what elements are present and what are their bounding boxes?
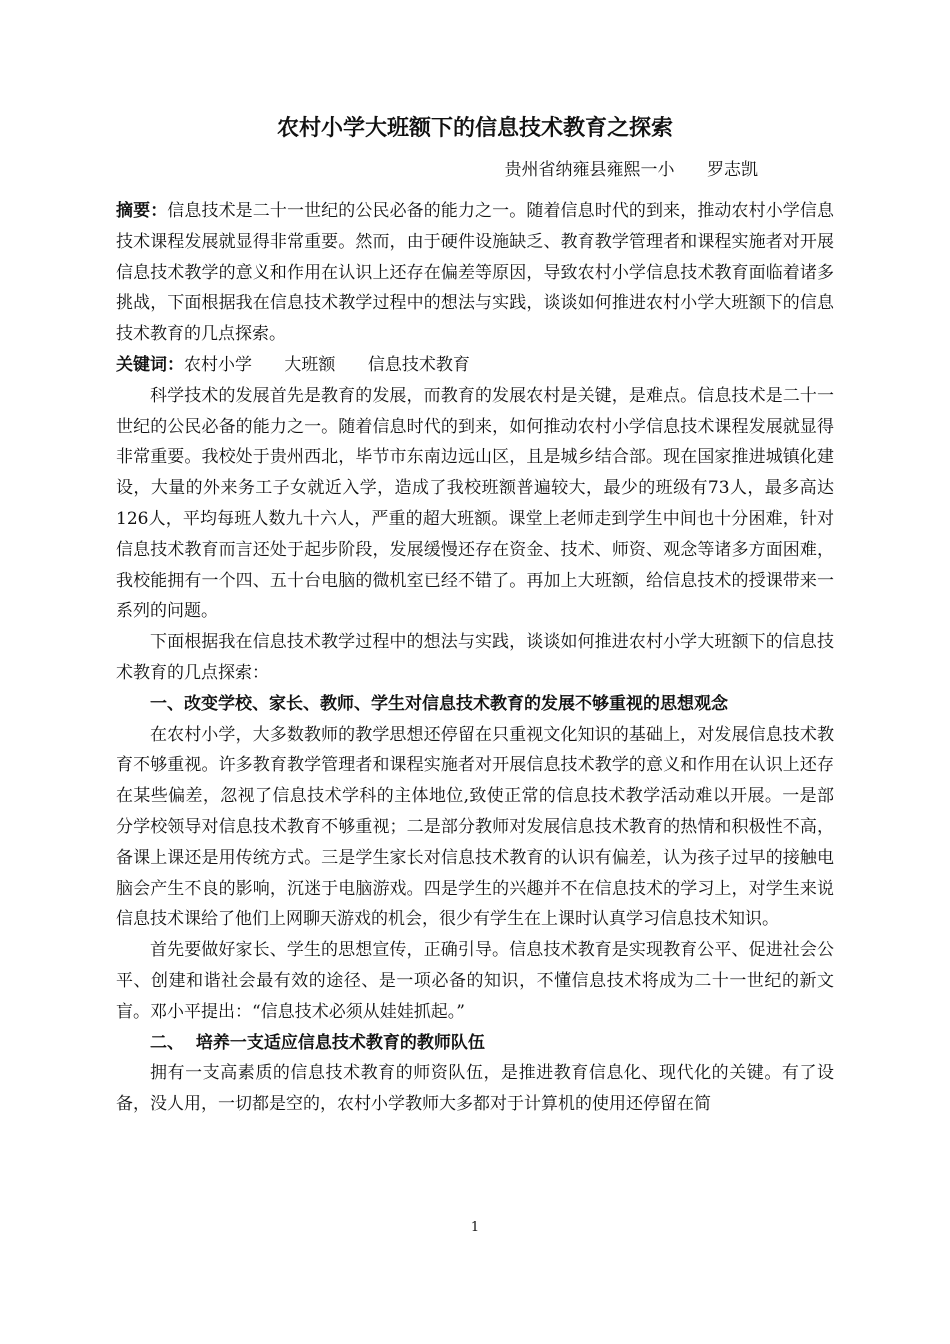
page-number: 1 — [470, 1220, 480, 1235]
body-paragraph-5: 拥有一支高素质的信息技术教育的师资队伍，是推进教育信息化、现代化的关键。有了设备，没人用，一切都是空的，农村小学教师大多都对于计算机的使用还停留在简 — [116, 1063, 834, 1115]
body-paragraph-1: 科学技术的发展首先是教育的发展，而教育的发展农村是关键，是难点。信息技术是二十一世纪的公民必备的能力之一。随着信息时代的到来，如何推动农村小学信息技术课程发展就显得非常重要。我校处于贵州西北，毕节市东南边远山区，且是城乡结合部。现在国家推进城镇化建设，大量的外来务工子女就近入学，造成了我校班额普遍较大，最少的班级有73人，最多高达126人，平均每班人数九十六人，严重的超大班额。课堂上老师走到学生中间也十分困难，针对信息技术教育而言还处于起步阶段，发展缓慢还存在资金、技术、师资、观念等诸多方面困难，我校能拥有一个四、五十台电脑的微机室已经不错了。再加上大班额，给信息技术的授课带来一系列的问题。 — [116, 385, 834, 622]
body-paragraph-4: 首先要做好家长、学生的思想宣传，正确引导。信息技术教育是实现教育公平、促进社会公平、创建和谐社会最有效的途径、是一项必备的知识，不懂信息技术将成为二十一世纪的新文盲。邓小平提出：“信息技术必须从娃娃抓起。” — [116, 940, 834, 1022]
keywords-line — [116, 350, 834, 381]
body-paragraph-3: 在农村小学，大多数教师的教学思想还停留在只重视文化知识的基础上，对发展信息技术教育不够重视。许多教育教学管理者和课程实施者对开展信息技术教学的意义和作用在认识上还存在某些偏差，忽视了信息技术学科的主体地位,致使正常的信息技术教学活动难以开展。一是部分学校领导对信息技术教育不够重视；二是部分教师对发展信息技术教育的热情和积极性不高，备课上课还是用传统方式。三是学生家长对信息技术教育的认识有偏差，认为孩子过早的接触电脑会产生不良的影响，沉迷于电脑游戏。四是学生的兴趣并不在信息技术的学习上，对学生来说信息技术课给了他们上网聊天游戏的机会，很少有学生在上课时认真学习信息技术知识。 — [116, 724, 834, 930]
keywords-text: 农村小学 大班额 信息技术教育 — [184, 354, 470, 375]
abstract-paragraph — [116, 196, 834, 350]
section-heading-2: 二、 培养一支适应信息技术教育的教师队伍 — [150, 1032, 485, 1053]
abstract-label: 摘要： — [116, 201, 168, 221]
section-heading-1: 一、改变学校、家长、教师、学生对信息技术教育的发展不够重视的思想观念 — [150, 693, 728, 714]
document-title: 农村小学大班额下的信息技术教育之探索 — [276, 115, 673, 141]
keywords-label: 关键词： — [116, 354, 184, 375]
abstract-text: 信息技术是二十一世纪的公民必备的能力之一。随着信息时代的到来，推动农村小学信息技术课程发展就显得非常重要。然而，由于硬件设施缺乏、教育教学管理者和课程实施者对开展信息技术教学的意义和作用在认识上还存在偏差等原因，导致农村小学信息技术教育面临着诸多挑战，下面根据我在信息技术教学过程中的想法与实践，谈谈如何推进农村小学大班额下的信息技术教育的几点探索。 — [116, 201, 835, 345]
document-body — [116, 108, 834, 1120]
author-byline: 贵州省纳雍县雍熙一小 罗志凯 — [504, 160, 758, 180]
body-paragraph-2: 下面根据我在信息技术教学过程中的想法与实践，谈谈如何推进农村小学大班额下的信息技术教育的几点探索： — [116, 632, 834, 683]
